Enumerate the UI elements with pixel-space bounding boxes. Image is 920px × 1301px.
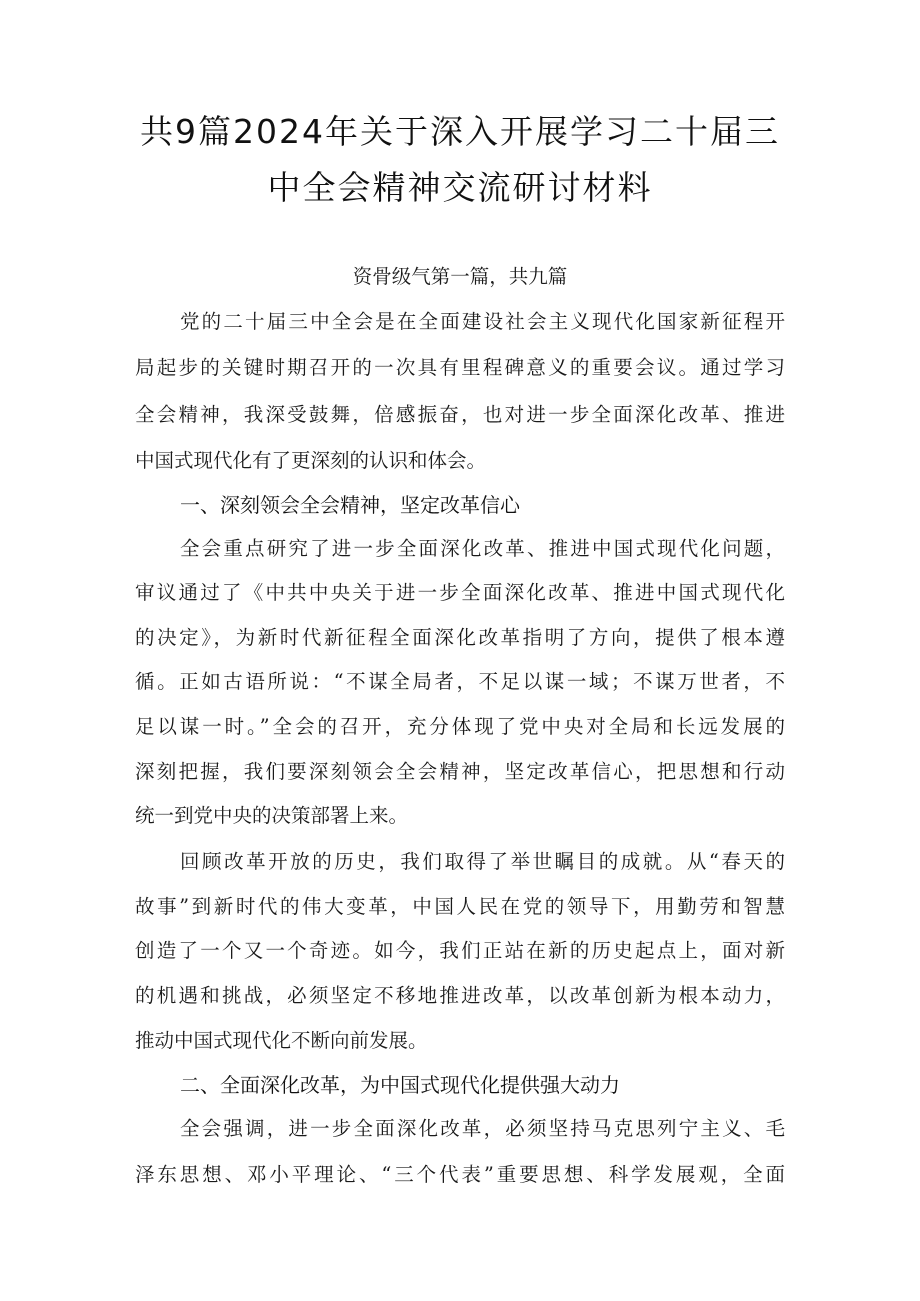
paragraph-1-line-1: 党的二十届三中全会是在全面建设社会主义现代化国家新征程开 bbox=[180, 310, 785, 333]
title-line-2: 中全会精神交流研讨材料 bbox=[267, 168, 653, 207]
paragraph-4-line-2: 泽东思想、邓小平理论、“三个代表”重要思想、科学发展观，全面 bbox=[135, 1163, 785, 1186]
document-title bbox=[100, 104, 820, 216]
paragraph-3-line-5: 推动中国式现代化不断向前发展。 bbox=[135, 1029, 428, 1052]
section-heading-2: 二、全面深化改革，为中国式现代化提供强大动力 bbox=[180, 1073, 620, 1097]
paragraph-1-line-4: 中国式现代化有了更深刻的认识和体会。 bbox=[135, 449, 487, 472]
paragraph-2-line-7: 统一到党中央的决策部署上来。 bbox=[135, 804, 409, 827]
paragraph-3-line-3: 创造了一个又一个奇迹。如今，我们正站在新的历史起点上，面对新 bbox=[135, 939, 785, 962]
section-heading-1: 一、深刻领会全会精神，坚定改革信心 bbox=[180, 493, 520, 517]
paragraph-2-line-6: 深刻把握，我们要深刻领会全会精神，坚定改革信心，把思想和行动 bbox=[135, 760, 785, 783]
paragraph-2-line-2: 审议通过了《中共中央关于进一步全面深化改革、推进中国式现代化 bbox=[135, 581, 785, 604]
title-line-1: 共9篇2024年关于深入开展学习二十届三 bbox=[140, 112, 780, 151]
paragraph-2-line-1: 全会重点研究了进一步全面深化改革、推进中国式现代化问题， bbox=[180, 537, 785, 560]
document-subtitle: 资骨级气第一篇，共九篇 bbox=[352, 265, 568, 288]
paragraph-2-line-5: 足以谋一时。”全会的召开，充分体现了党中央对全局和长远发展的 bbox=[135, 715, 785, 738]
paragraph-1-line-3: 全会精神，我深受鼓舞，倍感振奋，也对进一步全面深化改革、推进 bbox=[135, 403, 785, 426]
paragraph-4-line-1: 全会强调，进一步全面深化改革，必须坚持马克思列宁主义、毛 bbox=[180, 1117, 785, 1140]
paragraph-3-line-4: 的机遇和挑战，必须坚定不移地推进改革，以改革创新为根本动力， bbox=[135, 984, 785, 1007]
paragraph-3-line-2: 故事”到新时代的伟大变革，中国人民在党的领导下，用勤劳和智慧 bbox=[135, 895, 785, 918]
paragraph-3-line-1: 回顾改革开放的历史，我们取得了举世瞩目的成就。从“春天的 bbox=[180, 850, 785, 873]
paragraph-2-line-3: 的决定》，为新时代新征程全面深化改革指明了方向，提供了根本遵 bbox=[135, 626, 785, 649]
paragraph-1-line-2: 局起步的关键时期召开的一次具有里程碑意义的重要会议。通过学习 bbox=[135, 356, 785, 379]
paragraph-2-line-4: 循。正如古语所说：“不谋全局者，不足以谋一域；不谋万世者，不 bbox=[135, 670, 785, 693]
